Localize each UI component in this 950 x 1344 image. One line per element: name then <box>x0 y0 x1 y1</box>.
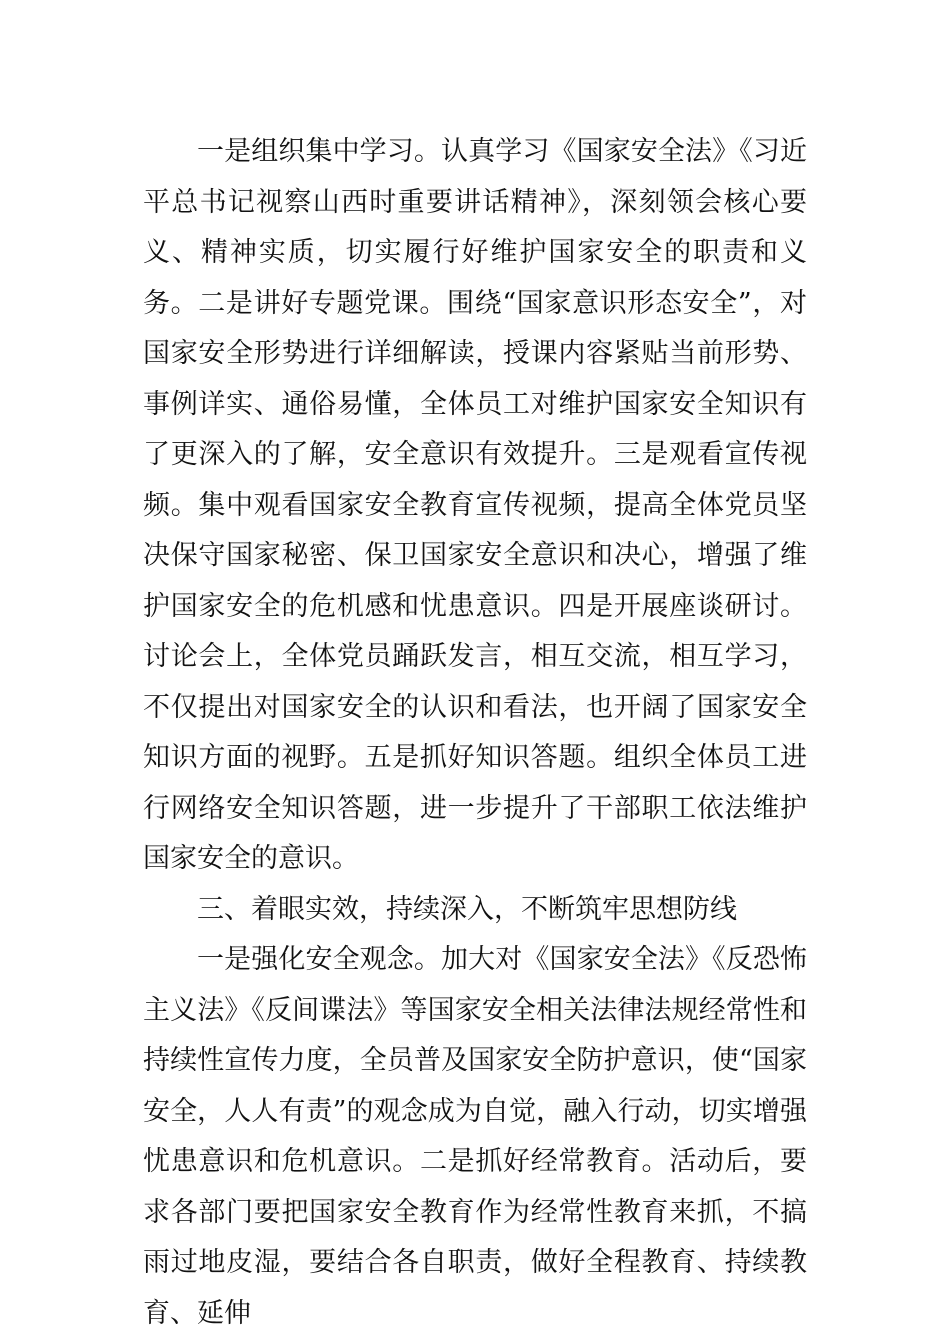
document-page <box>143 127 807 1339</box>
paragraph-measures: 一是强化安全观念。加大对《国家安全法》《反恐怖主义法》《反间谍法》等国家安全相关法律法规经常性和持续性宣传力度，全员普及国家安全防护意识，使“国家安全，人人有责”的观念成为自觉，融入行动，切实增强忧患意识和危机意识。二是抓好经常教育。活动后，要求各部门要把国家安全教育作为经常性教育来抓，不搞雨过地皮湿，要结合各自职责，做好全程教育、持续教育、延伸 <box>143 944 807 1329</box>
section-heading: 三、着眼实效，持续深入，不断筑牢思想防线 <box>197 893 737 925</box>
paragraph-activities: 一是组织集中学习。认真学习《国家安全法》《习近平总书记视察山西时重要讲话精神》，深刻领会核心要义、精神实质，切实履行好维护国家安全的职责和义务。二是讲好专题党课。围绕“国家意识形态安全”，对国家安全形势进行详细解读，授课内容紧贴当前形势、事例详实、通俗易懂，全体员工对维护国家安全知识有了更深入的了解，安全意识有效提升。三是观看宣传视频。集中观看国家安全教育宣传视频，提高全体党员坚决保守国家秘密、保卫国家安全意识和决心，增强了维护国家安全的危机感和忧患意识。四是开展座谈研讨。讨论会上，全体党员踊跃发言，相互交流，相互学习，不仅提出对国家安全的认识和看法，也开阔了国家安全知识方面的视野。五是抓好知识答题。组织全体员工进行网络安全知识答题，进一步提升了干部职工依法维护国家安全的意识。 <box>143 136 807 874</box>
